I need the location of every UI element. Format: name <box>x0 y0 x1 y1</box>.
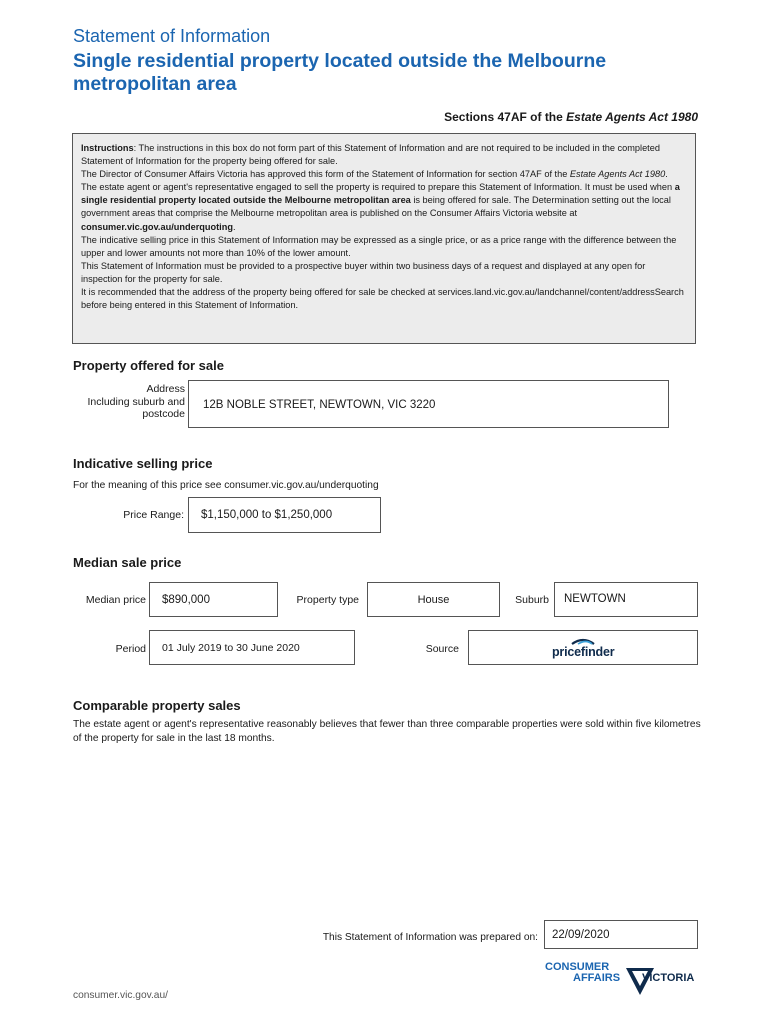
instructions-text-3e: . <box>232 221 236 232</box>
prepared-on-label: This Statement of Information was prepared on: <box>322 932 538 943</box>
median-price-value: $890,000 <box>162 594 210 606</box>
price-range-value: $1,150,000 to $1,250,000 <box>201 509 333 521</box>
median-heading: Median sale price <box>73 555 182 570</box>
instructions-box <box>72 133 696 344</box>
property-type-value: House <box>417 594 450 606</box>
footer-url[interactable]: consumer.vic.gov.au/ <box>73 990 168 1001</box>
address-label-line-3: postcode <box>142 408 185 420</box>
instructions-paragraph-1 <box>81 142 687 168</box>
act-reference <box>444 110 698 124</box>
cav-consumer-word: CONSUMER <box>545 961 610 973</box>
cav-victoria-word: VICTORIA <box>642 972 695 984</box>
act-reference-prefix: Sections 47AF of the <box>444 110 567 124</box>
property-heading: Property offered for sale <box>73 358 224 373</box>
property-type-field[interactable] <box>367 582 500 617</box>
instructions-text-1: : The instructions in this box do not form part of this Statement of Information and are not required to be included in the completed Statement of Information for the property being offered for sale. <box>81 143 660 167</box>
consumer-affairs-victoria-logo <box>543 961 703 1001</box>
pricefinder-swoosh-icon <box>552 636 614 645</box>
indicative-heading: Indicative selling price <box>73 456 213 471</box>
price-range-field[interactable] <box>188 497 381 533</box>
instructions-text-3c: is being offered for sale. The Determination setting out the local government areas that comprise the Melbourne metropolitan area is published on the Consumer Affairs Victoria website at <box>81 195 671 219</box>
comparable-heading: Comparable property sales <box>73 698 241 713</box>
instructions-text-2c: . <box>665 169 668 180</box>
median-price-field[interactable] <box>149 582 278 617</box>
pricefinder-wordmark: pricefinder <box>552 645 615 659</box>
address-label <box>60 383 185 421</box>
prepared-date-field[interactable] <box>544 920 698 949</box>
period-value: 01 July 2019 to 30 June 2020 <box>162 642 300 654</box>
cav-affairs-word: AFFAIRS <box>573 972 621 984</box>
document-title: Single residential property located outside the Melbourne metropolitan area <box>73 50 607 95</box>
pricefinder-logo <box>552 636 614 660</box>
suburb-field[interactable] <box>554 582 698 617</box>
source-field[interactable] <box>468 630 698 665</box>
indicative-note: For the meaning of this price see consumer.vic.gov.au/underquoting <box>73 480 379 491</box>
suburb-value: NEWTOWN <box>564 593 626 605</box>
instructions-paragraph-3 <box>81 181 687 233</box>
instructions-paragraph-6: It is recommended that the address of the property being offered for sale be checked at services.land.vic.gov.au/landchannel/content/addressSearch before being entered in this Statement of Information. <box>81 287 684 311</box>
address-field[interactable] <box>188 380 669 428</box>
property-type-label: Property type <box>296 594 359 606</box>
instructions-text-3a: The estate agent or agent's representative engaged to sell the property is required to prepare this Statement of Information. It must be used when <box>81 182 675 193</box>
instructions-label: Instructions <box>81 143 134 153</box>
period-label: Period <box>115 643 146 655</box>
suburb-label: Suburb <box>515 594 549 606</box>
price-range-label: Price Range: <box>123 509 184 521</box>
source-label: Source <box>425 643 459 655</box>
document-kicker: Statement of Information <box>73 26 271 46</box>
comparable-text: The estate agent or agent's representative reasonably believes that fewer than three comparable properties were sold within five kilometres of the property for sale in the last 18 months. <box>73 719 701 744</box>
address-label-line-2: Including suburb and <box>87 395 185 408</box>
prepared-date-value: 22/09/2020 <box>552 929 610 941</box>
address-label-line-1: Address <box>146 383 185 395</box>
instructions-paragraph-4: The indicative selling price in this Statement of Information may be expressed as a single price, or as a price range with the difference between the upper and lower amounts not more than 10% of the lower amount. <box>81 234 677 258</box>
instructions-paragraph-2 <box>81 168 687 181</box>
median-price-label: Median price <box>85 594 146 606</box>
act-name: Estate Agents Act 1980 <box>566 110 698 124</box>
period-field[interactable] <box>149 630 355 665</box>
underquoting-link[interactable]: consumer.vic.gov.au/underquoting <box>81 221 233 232</box>
instructions-text-3b: a single residential property located outside the Melbourne metropolitan area <box>81 182 680 206</box>
instructions-paragraph-5: This Statement of Information must be provided to a prospective buyer within two business days of a request and displayed at any open for inspection for the property for sale. <box>81 260 646 284</box>
address-value: 12B NOBLE STREET, NEWTOWN, VIC 3220 <box>203 399 436 411</box>
instructions-text-2a: The Director of Consumer Affairs Victoria has approved this form of the Statement of Information for section 47AF of the <box>81 169 570 180</box>
instructions-text-2b: Estate Agents Act 1980 <box>569 169 666 180</box>
